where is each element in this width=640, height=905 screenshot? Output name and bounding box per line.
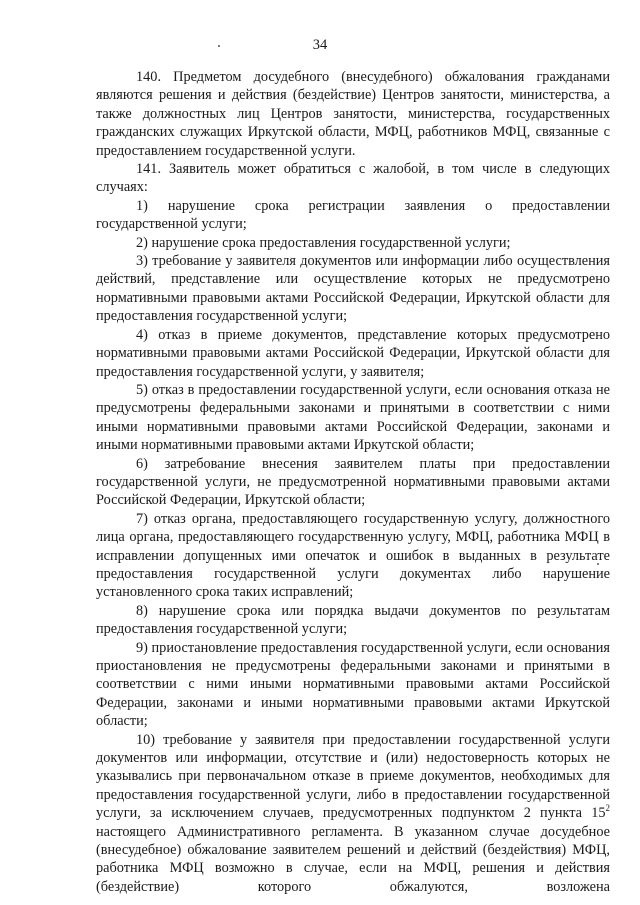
paragraph-140: 140. Предметом досудебного (внесудебного) обжалования гражданами являются решения и действия (бездействие) Центров занятости, министерства, а также должностных лиц Центров занятости, министерства, государственных гражданских служащих Иркутской области, МФЦ, работников МФЦ, связанные с предоставлением государственной услуги. <box>96 69 610 159</box>
list-item-10-text-after: настоящего Административного регламента. В указанном случае досудебное (внесудебное) обжалование заявителем решений и действий (бездействия) МФЦ, работника МФЦ возможно в случае, если на МФЦ, решения и действия (бездействие) которого обжалуются, возложена <box>96 823 610 895</box>
list-item-9: 9) приостановление предоставления государственной услуги, если основания приостановления не предусмотрены федеральными законами и принятыми в соответствии с ними иными нормативными правовыми актами Российской Федерации, законами и иными нормативными правовыми актами Иркутской области; <box>96 639 610 730</box>
list-item-10-text-before: 10) требование у заявителя при предоставлении государственной услуги документов или информации, отсутствие и (или) недостоверность которых не указывались при первоначальном отказе в приеме документов, необходимых для предоставления государственной услуги, либо в предоставлении государственной услуги, за исключением случаев, предусмотренных подпунктом 2 пункта 15 <box>96 731 610 822</box>
document-body <box>96 68 610 896</box>
list-item-6: 6) затребование внесения заявителем платы при предоставлении государственной услуги, не предусмотренной нормативными правовыми актами Российской Федерации, Иркутской области; <box>96 455 610 509</box>
list-item-7: 7) отказ органа, предоставляющего государственную услугу, должностного лица органа, предоставляющего государственную услугу, МФЦ, работника МФЦ в исправлении допущенных ими опечаток и ошибок в выданных в результате предоставления государственной услуги документах либо нарушение установленного срока таких исправлений; <box>96 510 610 601</box>
scan-speck <box>218 45 220 47</box>
page-number: 34 <box>312 37 328 53</box>
paragraph-141: 141. Заявитель может обратиться с жалобой, в том числе в следующих случаях: <box>96 161 610 196</box>
list-item-8: 8) нарушение срока или порядка выдачи документов по результатам предоставления государственной услуги; <box>96 602 610 638</box>
list-item-10-superscript: 2 <box>605 803 610 814</box>
list-item-3: 3) требование у заявителя документов или информации либо осуществления действий, представление или осуществление которых не предусмотрено нормативными правовыми актами Российской Федерации, Иркутской области для предоставления государственной услуги; <box>96 253 610 325</box>
list-item-2: 2) нарушение срока предоставления государственной услуги; <box>136 234 511 251</box>
list-item-4: 4) отказ в приеме документов, представление которых предусмотрено нормативными правовыми актами Российской Федерации, Иркутской области для предоставления государственной услуги, у заявителя; <box>96 326 610 380</box>
list-item-1: 1) нарушение срока регистрации заявления о предоставлении государственной услуги; <box>96 197 610 233</box>
list-item-10 <box>96 731 610 897</box>
list-item-5: 5) отказ в предоставлении государственной услуги, если основания отказа не предусмотрены федеральными законами и принятыми в соответствии с ними иными нормативными правовыми актами Российской Федерации, законами и иными нормативными правовыми актами Иркутской области; <box>96 381 610 454</box>
